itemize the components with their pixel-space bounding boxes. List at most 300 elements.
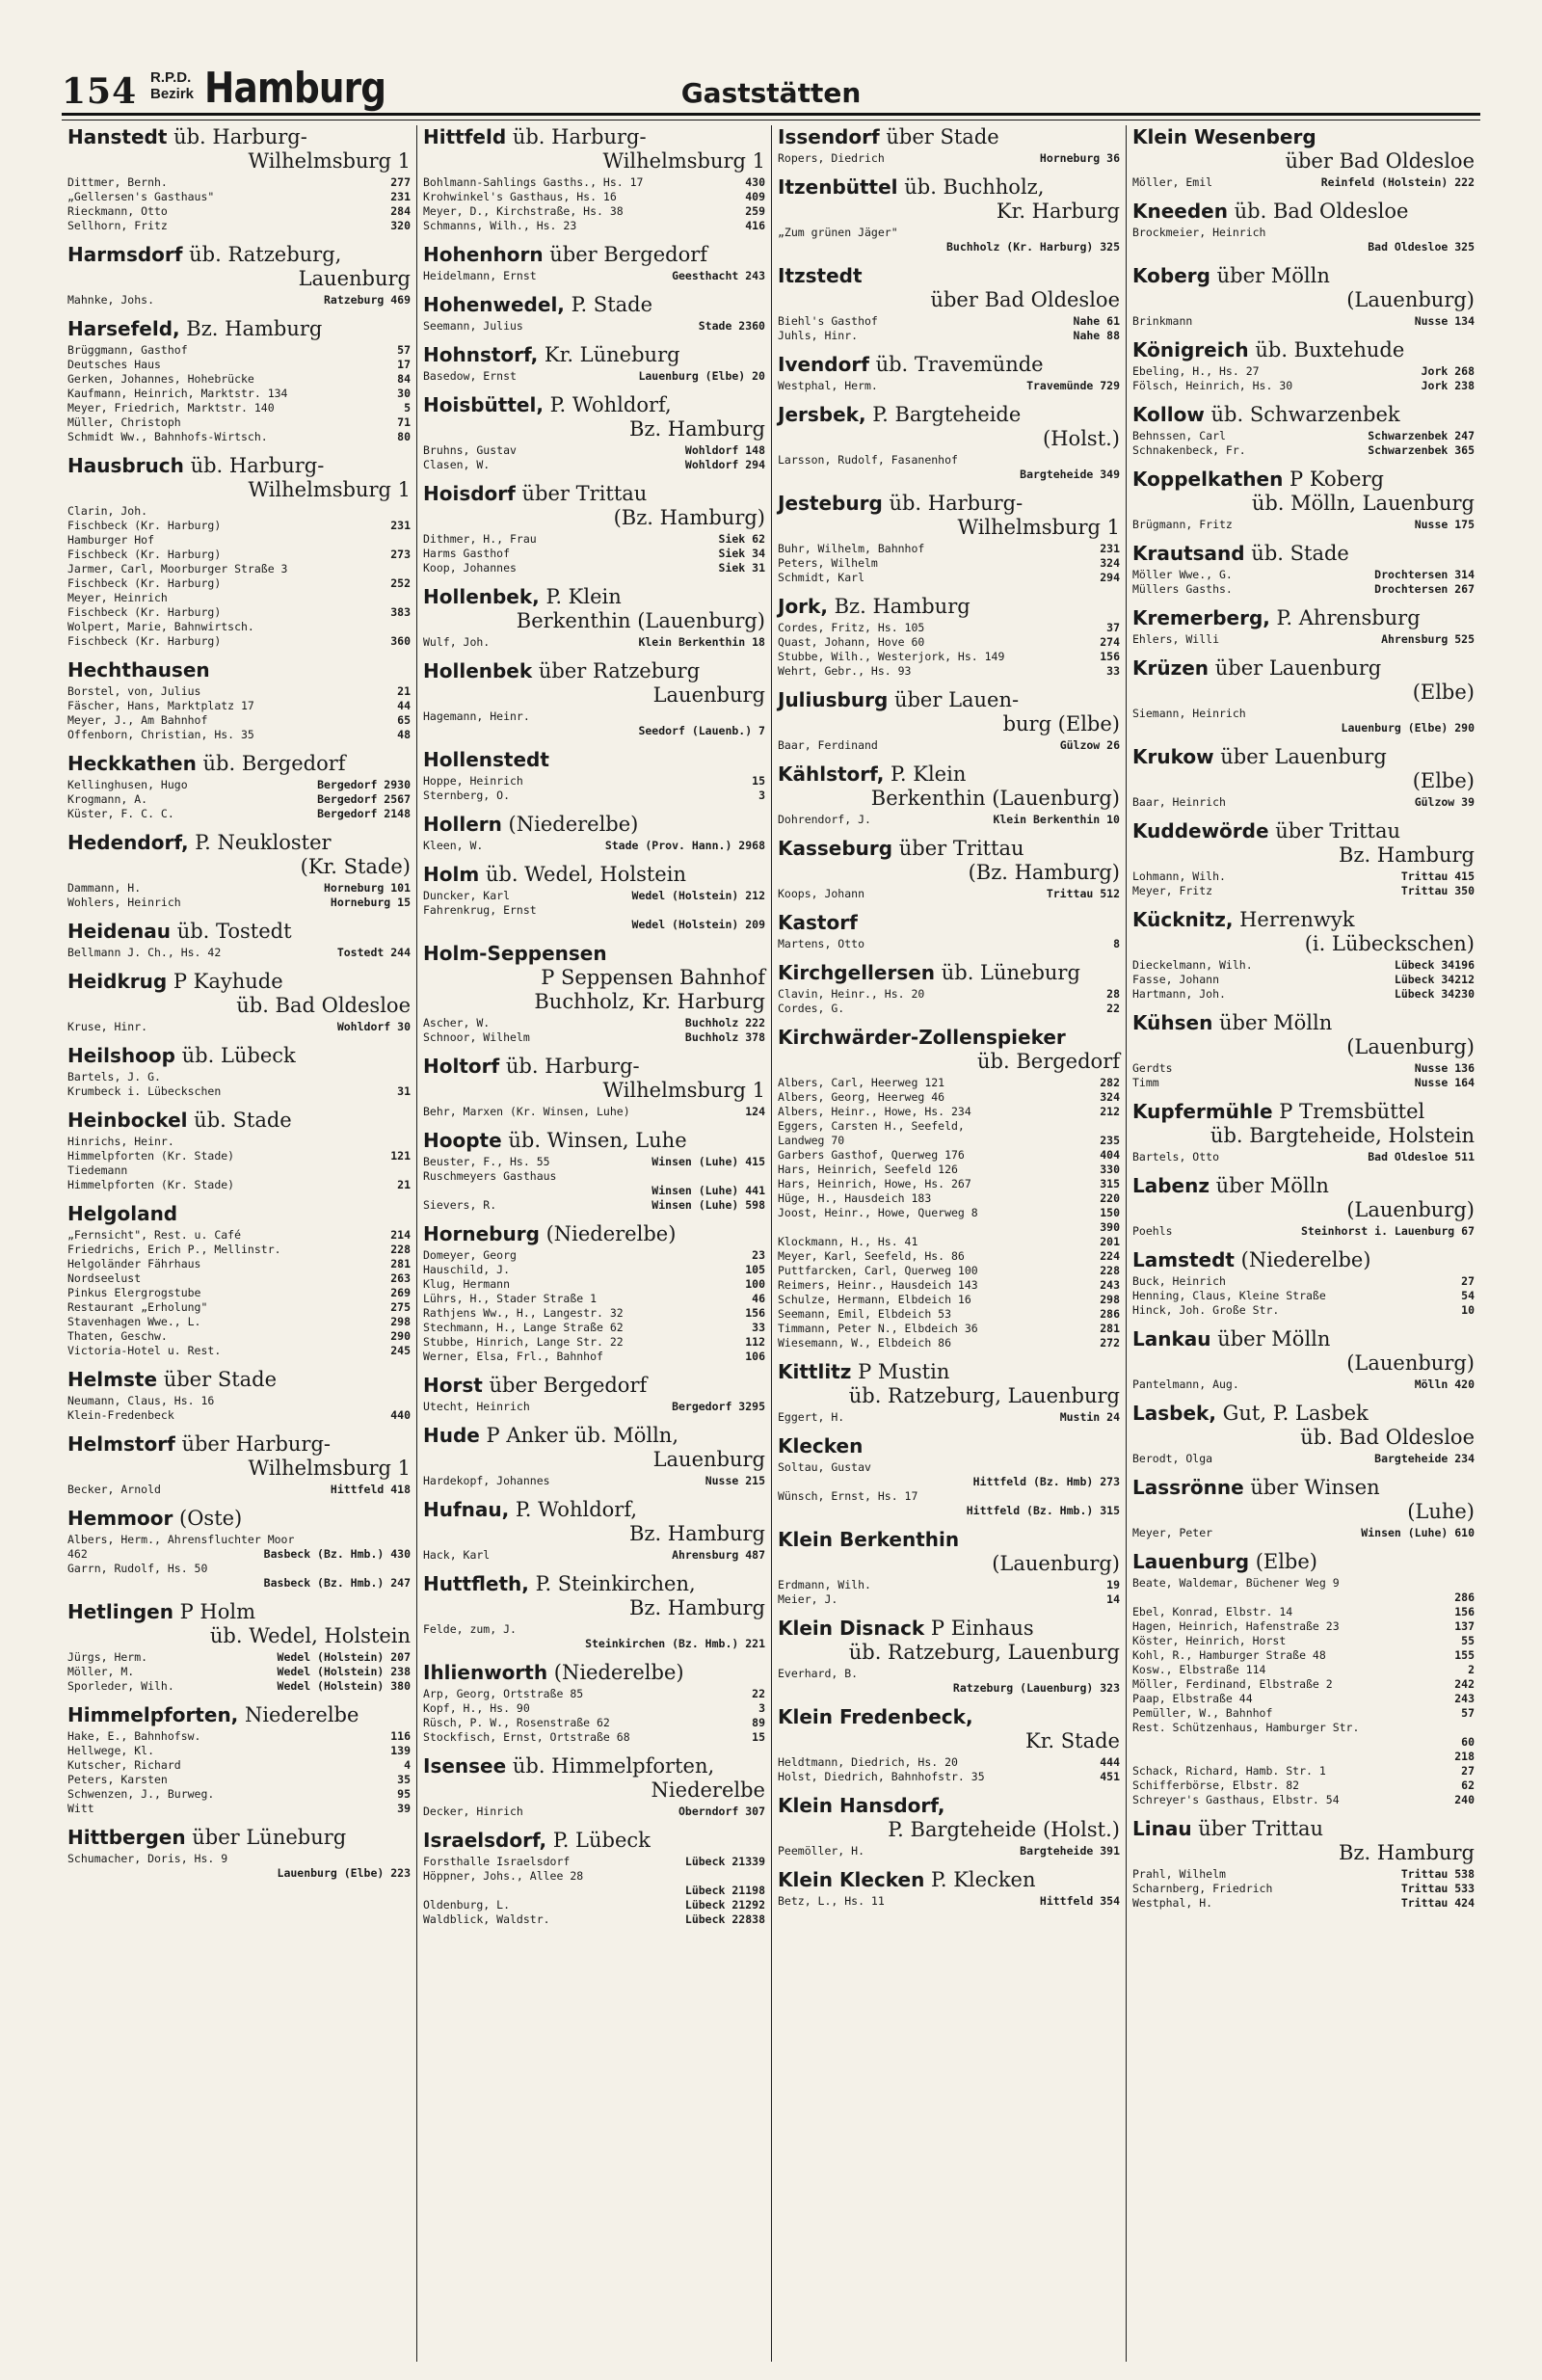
place-name: Kittlitz [778, 1360, 852, 1383]
entry-phone [407, 1852, 411, 1866]
entry-name: Dittmer, Bernh. [67, 175, 168, 189]
place-block [423, 1424, 765, 1488]
place-route: über Trittau [515, 482, 648, 505]
entry-phone: 235 [1100, 1134, 1120, 1147]
entry-phone [1471, 1576, 1475, 1591]
place-heading-line [778, 837, 1120, 861]
list-item [778, 1894, 1120, 1909]
entry-name: Hagemann, Heinr. [423, 709, 530, 723]
list-item [423, 561, 765, 575]
entry-name: Erdmann, Wilh. [778, 1578, 871, 1591]
place-block [423, 585, 765, 650]
list-item [423, 1474, 765, 1488]
entry-name: Betz, L., Hs. 11 [778, 1894, 885, 1908]
entry-name: Harms Gasthof [423, 547, 511, 560]
entry-name: Albers, Herm., Ahrensfluchter Moor [67, 1533, 295, 1546]
entry-name [423, 1184, 648, 1198]
place-route: über Harburg- [174, 1432, 331, 1456]
list-item [423, 1277, 765, 1292]
list-item [778, 1578, 1120, 1592]
place-heading-line [67, 752, 411, 776]
list-item [778, 1076, 1120, 1090]
list-item [778, 1681, 1120, 1696]
entry-name: Fischbeck (Kr. Harburg) [67, 519, 222, 532]
entry-name: Kutscher, Richard [67, 1758, 181, 1772]
place-route-cont: (Bz. Hamburg) [968, 861, 1120, 884]
place-block [67, 1044, 411, 1099]
entry-phone: 444 [1100, 1755, 1120, 1769]
list-item [778, 937, 1120, 951]
entry-name: Cordes, G. [778, 1002, 845, 1015]
place-route-cont: (Holst.) [1043, 427, 1120, 450]
place-name: Issendorf [778, 125, 880, 148]
place-heading-line [1132, 656, 1475, 681]
list-item [1132, 795, 1475, 810]
entry-name: Larsson, Rudolf, Fasanenhof [778, 453, 958, 467]
list-item [67, 1679, 411, 1694]
place-heading-line [1132, 200, 1475, 224]
list-item [423, 1030, 765, 1045]
place-route: P. Stade [564, 293, 653, 316]
place-heading-line [67, 1703, 411, 1727]
list-item [67, 175, 411, 190]
place-heading [1132, 1174, 1475, 1222]
entry-phone: 15 [752, 774, 765, 788]
place-block [67, 1507, 411, 1591]
place-block [1132, 656, 1475, 735]
place-name: Koppelkathen [1132, 468, 1284, 491]
entry-phone: 220 [1100, 1191, 1120, 1205]
entry-name: Puttfarcken, Carl, Querweg 100 [778, 1264, 978, 1277]
entry-name: Hoppe, Heinrich [423, 774, 523, 788]
entry-phone: Wedel (Holstein) 212 [631, 889, 765, 902]
place-heading-line [423, 1055, 765, 1079]
place-block [67, 831, 411, 910]
entry-name [778, 1475, 970, 1489]
entry-name: Kellinghusen, Hugo [67, 778, 188, 791]
list-item [778, 1278, 1120, 1293]
place-heading-line [1132, 542, 1475, 566]
entry-phone: Basbeck (Bz. Hmb.) 247 [263, 1576, 411, 1590]
entry-name: Hüge, H., Hausdeich 183 [778, 1191, 932, 1205]
entry-phone: 48 [397, 728, 411, 741]
entry-name: Köster, Heinrich, Horst [1132, 1634, 1287, 1647]
place-heading [1132, 200, 1475, 224]
place-route: Bz. Hamburg [827, 595, 970, 618]
place-route: üb. Ratzeburg, [182, 243, 342, 266]
place-route: über Mölln [1210, 1327, 1331, 1350]
place-block [778, 125, 1120, 166]
list-item [778, 1264, 1120, 1278]
list-item [778, 571, 1120, 585]
place-heading-line [1132, 468, 1475, 492]
entry-name: Fäscher, Hans, Marktplatz 17 [67, 699, 254, 712]
list-item [778, 1235, 1120, 1249]
entry-phone: Schwarzenbek 365 [1368, 443, 1475, 457]
entry-name: Buhr, Wilhelm, Bahnhof [778, 542, 925, 555]
list-item [1132, 1634, 1475, 1648]
entry-name: Seemann, Julius [423, 319, 523, 333]
entry-name: Witt [67, 1802, 94, 1815]
list-item [423, 1105, 765, 1119]
place-name: Hedendorf, [67, 831, 189, 854]
list-item [1132, 240, 1475, 254]
entry-phone: 55 [1461, 1634, 1475, 1647]
place-heading [67, 1703, 411, 1727]
place-route: üb. Stade [1244, 542, 1349, 565]
entry-name: Schmidt Ww., Bahnhofs-Wirtsch. [67, 430, 268, 443]
place-heading [778, 595, 1120, 619]
entry-phone: 14 [1106, 1592, 1120, 1606]
place-heading [423, 863, 765, 887]
entry-name: Schifferbörse, Elbstr. 82 [1132, 1778, 1300, 1792]
place-name: Helmste [67, 1368, 158, 1391]
place-block [423, 1572, 765, 1651]
entry-phone: Trittau 424 [1400, 1896, 1475, 1910]
place-heading-line [67, 831, 411, 855]
list-item [778, 1206, 1120, 1220]
place-heading-line [423, 393, 765, 417]
list-item [1132, 379, 1475, 393]
entry-name: Baar, Ferdinand [778, 738, 878, 752]
entry-name: Pinkus Elergrogstube [67, 1286, 201, 1299]
place-route: P. Steinkirchen, [528, 1572, 696, 1595]
place-heading [67, 1507, 411, 1531]
entry-phone: Lübeck 22838 [684, 1912, 765, 1926]
place-heading-line [67, 1109, 411, 1133]
entry-phone: 451 [1100, 1770, 1120, 1783]
entry-phone: 218 [1454, 1750, 1475, 1763]
entry-name: Lohmann, Wilh. [1132, 869, 1226, 883]
place-route: über Bergedorf [543, 243, 708, 266]
entry-name: Hars, Heinrich, Seefeld 126 [778, 1163, 958, 1176]
entry-name: Meyer, J., Am Bahnhof [67, 713, 208, 727]
entry-phone: Bergedorf 2930 [317, 778, 411, 791]
place-name: Hausbruch [67, 454, 184, 477]
list-item [778, 1293, 1120, 1307]
place-block [1132, 1402, 1475, 1466]
entry-name: Jürgs, Herm. [67, 1650, 148, 1664]
place-route: Niederelbe [238, 1703, 359, 1726]
entry-name: Ruschmeyers Gasthaus [423, 1169, 557, 1183]
place-heading [67, 1826, 411, 1850]
list-item [778, 226, 1120, 240]
place-route: Herrenwyk [1233, 908, 1355, 931]
entry-name: Eggert, H. [778, 1410, 845, 1424]
place-heading [423, 748, 765, 772]
place-heading-line [778, 353, 1120, 377]
entry-phone: 212 [1100, 1105, 1120, 1118]
entry-phone: 33 [752, 1321, 765, 1334]
entry-phone [761, 903, 765, 918]
list-item [423, 1155, 765, 1169]
place-heading [778, 1868, 1120, 1892]
place-block [423, 942, 765, 1045]
place-heading [1132, 542, 1475, 566]
list-item [423, 903, 765, 918]
entry-phone: 409 [745, 190, 765, 203]
entry-phone: 71 [397, 415, 411, 429]
place-route-cont: üb. Bad Oldesloe [236, 994, 411, 1017]
entry-name: Garrn, Rudolf, Hs. 50 [67, 1562, 208, 1575]
place-heading-line [67, 1826, 411, 1850]
entry-name: Borstel, von, Julius [67, 684, 201, 698]
entry-phone: Ahrensburg 525 [1381, 632, 1475, 646]
place-heading [67, 125, 411, 174]
list-item [423, 724, 765, 738]
list-item [778, 1307, 1120, 1322]
entry-phone: 440 [390, 1408, 411, 1422]
entry-phone: Ratzeburg (Lauenburg) 323 [952, 1681, 1120, 1695]
entry-phone: 330 [1100, 1163, 1120, 1176]
place-heading [1132, 1476, 1475, 1524]
entry-phone: 100 [745, 1277, 765, 1291]
entry-name: Fischbeck (Kr. Harburg) [67, 605, 222, 619]
place-heading-line [778, 175, 1120, 200]
list-item [778, 1844, 1120, 1859]
place-name: Lassrönne [1132, 1476, 1244, 1499]
place-block [778, 1434, 1120, 1518]
place-name: Heinbockel [67, 1109, 188, 1132]
place-heading [423, 393, 765, 441]
list-item [1132, 721, 1475, 735]
place-name: Hufnau, [423, 1498, 510, 1521]
entry-name: Küster, F. C. C. [67, 807, 174, 820]
entry-name: Neumann, Claus, Hs. 16 [67, 1394, 215, 1407]
list-item [67, 293, 411, 308]
place-route: P. Wohldorf, [543, 393, 672, 416]
place-heading-line [423, 1572, 765, 1596]
place-heading [423, 585, 765, 633]
entry-name: Wulf, Joh. [423, 635, 491, 649]
entry-phone [407, 1533, 411, 1547]
entry-name: Beuster, F., Hs. 55 [423, 1155, 550, 1168]
list-item [67, 1178, 411, 1192]
directory-column [771, 125, 1126, 2362]
place-block [778, 1617, 1120, 1696]
list-item [1132, 582, 1475, 597]
place-name: Hoisdorf [423, 482, 516, 505]
place-heading-line [778, 595, 1120, 619]
place-block [423, 393, 765, 472]
entry-phone: Lübeck 21339 [684, 1855, 765, 1868]
entry-phone: Lübeck 34196 [1394, 958, 1475, 972]
entry-phone [1116, 1119, 1120, 1134]
place-block [1132, 200, 1475, 254]
place-route: üb. Harburg- [506, 125, 647, 148]
place-heading [1132, 468, 1475, 516]
place-name: Kollow [1132, 403, 1205, 426]
entry-name: Klein-Fredenbeck [67, 1408, 174, 1422]
place-heading [1132, 403, 1475, 427]
entry-name: Pemüller, W., Bahnhof [1132, 1706, 1273, 1720]
entry-phone: 5 [404, 401, 411, 414]
entry-phone [407, 591, 411, 605]
list-item [67, 1562, 411, 1576]
entry-name: Schreyer's Gasthaus, Elbstr. 54 [1132, 1793, 1340, 1806]
entry-name: Quast, Johann, Hove 60 [778, 635, 925, 649]
entry-name [67, 1576, 260, 1591]
entry-phone [1471, 707, 1475, 721]
entry-phone: 231 [390, 519, 411, 532]
entry-phone [761, 709, 765, 724]
place-name: Harsefeld, [67, 317, 180, 340]
place-route: üb. Travemünde [868, 353, 1044, 376]
entry-phone: Nahe 88 [1073, 329, 1120, 342]
place-name: Ihlienworth [423, 1661, 548, 1684]
place-heading-line [423, 585, 765, 609]
list-item [67, 387, 411, 401]
list-item [1132, 1061, 1475, 1076]
list-item [67, 1135, 411, 1149]
place-route-cont: Kr. Harburg [996, 200, 1120, 223]
list-item [778, 1134, 1120, 1148]
place-heading [1132, 1327, 1475, 1376]
place-heading [778, 1026, 1120, 1074]
place-heading-line [423, 1498, 765, 1522]
place-block [778, 595, 1120, 679]
place-name: Kastorf [778, 911, 858, 934]
place-heading [1132, 908, 1475, 956]
place-heading-line [67, 1202, 411, 1226]
list-item [423, 635, 765, 650]
entry-name: Albers, Georg, Heerweg 46 [778, 1090, 945, 1104]
entry-name: Kosw., Elbstraße 114 [1132, 1663, 1266, 1676]
list-item [778, 151, 1120, 166]
list-item [67, 1257, 411, 1271]
entry-phone: 17 [397, 358, 411, 371]
entry-name: Hake, E., Bahnhofsw. [67, 1729, 201, 1743]
place-name: Itzenbüttel [778, 175, 898, 199]
list-item [423, 190, 765, 204]
entry-name: Hack, Karl [423, 1548, 491, 1562]
entry-name: Meier, J. [778, 1592, 838, 1606]
list-item [1132, 1289, 1475, 1303]
place-heading-line [423, 1374, 765, 1398]
place-route: Kr. Lüneburg [538, 343, 680, 366]
entry-name: Stubbe, Hinrich, Lange Str. 22 [423, 1335, 624, 1349]
place-heading-line [1132, 606, 1475, 630]
list-item [1132, 1274, 1475, 1289]
entry-phone: 2 [1468, 1663, 1475, 1676]
list-item [67, 881, 411, 896]
place-route: üb. Lübeck [174, 1044, 296, 1067]
place-route: über Mölln [1210, 264, 1330, 287]
entry-name: Albers, Carl, Heerweg 121 [778, 1076, 945, 1089]
place-name: Hollenbek, [423, 585, 540, 608]
place-heading [67, 920, 411, 944]
list-item [67, 548, 411, 562]
place-name: Kirchwärder-Zollenspieker [778, 1026, 1066, 1049]
place-block [778, 1794, 1120, 1859]
place-heading [67, 317, 411, 341]
list-item [1132, 1591, 1475, 1605]
entry-name: Schmidt, Karl [778, 571, 865, 584]
place-block [778, 353, 1120, 393]
place-route: üb. Harburg- [499, 1055, 640, 1078]
place-name: Hetlingen [67, 1600, 173, 1623]
place-heading [423, 125, 765, 174]
list-item [67, 1773, 411, 1787]
place-name: Königreich [1132, 338, 1249, 361]
place-heading-line [778, 762, 1120, 787]
entry-name: Bartels, J. G. [67, 1070, 161, 1083]
place-name: Kneeden [1132, 200, 1228, 223]
entry-phone: Trittau 538 [1400, 1867, 1475, 1881]
entry-name: Hartmann, Joh. [1132, 987, 1226, 1001]
place-block [1132, 1550, 1475, 1807]
list-item [1132, 1706, 1475, 1721]
entry-name: Westphal, H. [1132, 1896, 1213, 1910]
place-heading-line [67, 125, 411, 149]
entry-phone: 281 [390, 1257, 411, 1270]
place-heading [423, 1374, 765, 1398]
list-item [67, 605, 411, 620]
entry-name: Martens, Otto [778, 937, 865, 950]
entry-phone: Hittfeld (Bz. Hmb.) 315 [966, 1504, 1120, 1517]
entry-name: „Gellersen's Gasthaus" [67, 190, 215, 203]
place-route: üb. Bad Oldesloe [1227, 200, 1409, 223]
place-heading-line [423, 942, 765, 966]
place-heading-line [778, 264, 1120, 288]
entry-name: Rathjens Ww., H., Langestr. 32 [423, 1306, 624, 1320]
place-heading-line [778, 961, 1120, 985]
place-name: Kupfermühle [1132, 1100, 1273, 1123]
entry-phone: Klein Berkenthin 18 [638, 635, 765, 649]
place-block [1132, 542, 1475, 597]
place-route-cont: (Elbe) [1412, 681, 1475, 704]
entry-phone: 324 [1100, 1090, 1120, 1104]
list-item [67, 728, 411, 742]
list-item [423, 839, 765, 853]
place-block [67, 125, 411, 233]
place-route: P Tremsbüttel [1272, 1100, 1425, 1123]
entry-phone [407, 562, 411, 576]
place-block [778, 175, 1120, 254]
entry-phone: Siek 62 [718, 532, 765, 546]
list-item [423, 1622, 765, 1637]
entry-phone [1116, 1460, 1120, 1475]
entry-phone: 214 [390, 1228, 411, 1242]
list-item [423, 1716, 765, 1730]
place-name: Hoopte [423, 1129, 502, 1152]
entry-phone: 275 [390, 1300, 411, 1314]
place-name: Hohenwedel, [423, 293, 565, 316]
place-block [778, 492, 1120, 585]
entry-name: Wiesemann, W., Elbdeich 86 [778, 1336, 952, 1350]
entry-name: Meyer, Fritz [1132, 884, 1213, 897]
entry-phone: 22 [752, 1687, 765, 1700]
place-route: P. Wohldorf, [509, 1498, 638, 1521]
entry-name: Kohl, R., Hamburger Straße 48 [1132, 1648, 1326, 1662]
place-heading [67, 970, 411, 1018]
entry-name: Ascher, W. [423, 1016, 491, 1030]
place-heading [778, 837, 1120, 885]
place-name: Klein Hansdorf, [778, 1794, 945, 1817]
entry-name [423, 1884, 681, 1898]
entry-phone: 54 [1461, 1289, 1475, 1302]
entry-phone: Lübeck 21198 [684, 1884, 765, 1897]
place-name: Juliusburg [778, 688, 889, 711]
place-heading-line [67, 970, 411, 994]
entry-name: Hinck, Joh. Große Str. [1132, 1303, 1280, 1317]
place-name: Heilshoop [67, 1044, 175, 1067]
entry-phone: Wedel (Holstein) 207 [277, 1650, 411, 1664]
list-item [1132, 1452, 1475, 1466]
place-name: Hittfeld [423, 125, 507, 148]
place-route-cont: üb. Mölln, Lauenburg [1251, 492, 1475, 515]
entry-phone [1116, 1489, 1120, 1504]
